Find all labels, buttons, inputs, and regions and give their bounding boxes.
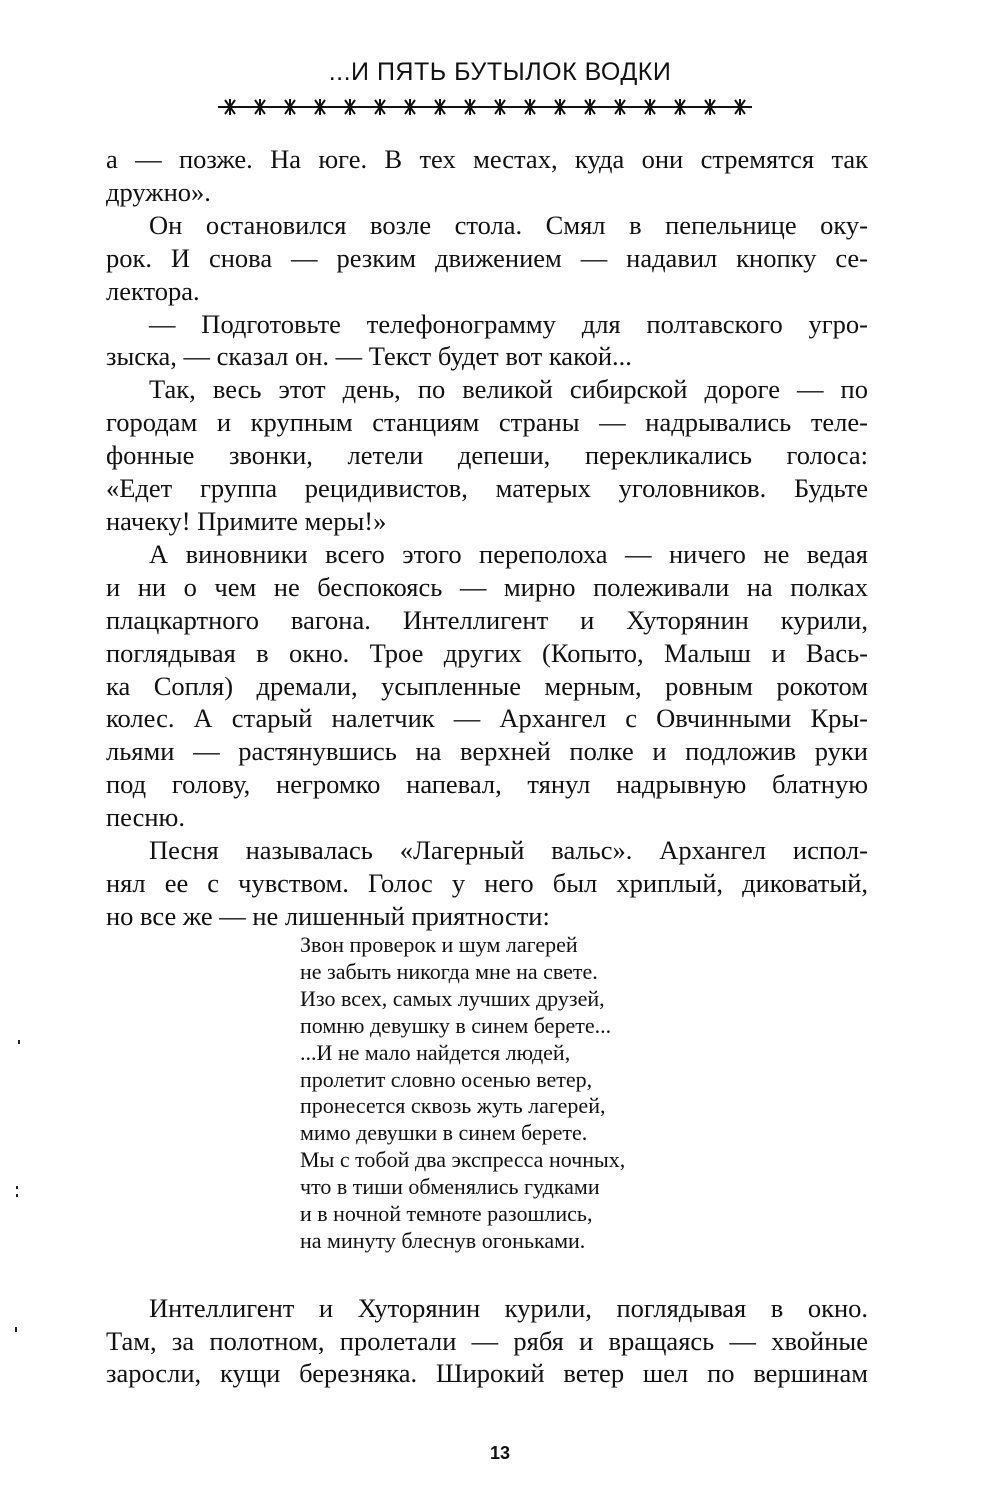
paragraph-1: [106, 143, 868, 209]
verse-line: что в тиши обменялись гудками: [300, 1174, 600, 1200]
paragraph-2: [106, 209, 868, 308]
song-verse: [300, 932, 625, 1255]
text-line: рок. И снова — резким движением — надавил кнопку се-: [106, 242, 868, 273]
text-line: начеку! Примите меры!»: [106, 505, 387, 536]
text-line: а — позже. На юге. В тех местах, куда они стремятся так: [106, 144, 868, 174]
paragraph-3: [106, 308, 868, 374]
paragraph-6: [106, 834, 868, 933]
text-line: под голову, негромко напевал, тянул надрывную блатную: [106, 769, 868, 800]
text-line: Там, за полотном, пролетали — рябя и вращаясь — хвойные: [106, 1325, 868, 1356]
text-line: Песня называлась «Лагерный вальс». Архангел испол-: [149, 835, 868, 866]
text-line: плацкартного вагона. Интеллигент и Хуторянин курили,: [106, 604, 868, 635]
body-text: [106, 143, 868, 933]
verse-line: Звон проверок и шум лагерей: [300, 932, 578, 957]
scan-speck: [15, 1327, 17, 1332]
scan-speck: [18, 1040, 20, 1044]
text-line: ка Сопля) дремали, усыпленные мерным, ровным рокотом: [106, 670, 868, 701]
text-line: — Подготовьте телефонограмму для полтавского угро-: [149, 308, 868, 339]
text-line: зыска, — сказал он. — Текст будет вот какой...: [106, 341, 632, 372]
text-line: лектора.: [106, 275, 200, 306]
verse-line: Мы с тобой два экспресса ночных,: [300, 1147, 626, 1173]
verse-line: пролетит словно осенью ветер,: [300, 1066, 593, 1092]
verse-line: не забыть никогда мне на свете.: [300, 958, 598, 984]
paragraph-5: [106, 538, 868, 834]
text-line: песню.: [106, 802, 185, 833]
text-line: нял ее с чувством. Голос у него был хриплый, диковатый,: [106, 867, 868, 898]
text-line: заросли, кущи березняка. Широкий ветер шел по вершинам: [106, 1358, 868, 1388]
verse-line: на минуту блеснув огоньками.: [300, 1227, 586, 1253]
barbed-wire-icon: [218, 96, 752, 118]
text-line: поглядывая в окно. Трое других (Копыто, Малыш и Вась-: [106, 637, 868, 668]
scan-speck: [16, 1186, 18, 1189]
running-header: ...И ПЯТЬ БУТЫЛОК ВОДКИ: [328, 58, 672, 86]
verse-line: помню девушку в синем берете...: [300, 1012, 612, 1038]
text-line: городам и крупным станциям страны — надрывались теле-: [106, 407, 868, 438]
text-line: дружно».: [106, 176, 211, 207]
closing-paragraph: [106, 1292, 868, 1390]
text-line: фонные звонки, летели депеши, перекликались голоса:: [106, 440, 868, 471]
paragraph-4: [106, 373, 868, 538]
text-line: колес. А старый налетчик — Архангел с Овчинными Кры-: [106, 703, 868, 734]
text-line: Так, весь этот день, по великой сибирской дороге — по: [149, 374, 868, 405]
text-line: но все же — не лишенный приятности:: [106, 900, 550, 931]
verse-line: ...И не мало найдется людей,: [300, 1039, 571, 1065]
verse-line: мимо девушки в синем берете.: [300, 1120, 588, 1146]
text-line: и ни о чем не беспокоясь — мирно полеживали на полках: [106, 571, 868, 602]
verse-line: и в ночной темноте разошлись,: [300, 1201, 593, 1227]
text-line: Он остановился возле стола. Смял в пепельнице оку-: [149, 209, 868, 240]
text-line: льями — растянувшись на верхней полке и подложив руки: [106, 736, 868, 767]
text-line: Интеллигент и Хуторянин курили, поглядывая в окно.: [149, 1293, 868, 1323]
scan-speck: [16, 1194, 18, 1197]
verse-line: Изо всех, самых лучших друзей,: [300, 985, 605, 1011]
verse-line: пронесется сквозь жуть лагерей,: [300, 1093, 606, 1119]
page-number: 13: [489, 1443, 511, 1463]
text-line: А виновники всего этого переполоха — ничего не ведая: [149, 538, 868, 569]
text-line: «Едет группа рецидивистов, матерых уголовников. Будьте: [106, 473, 868, 504]
